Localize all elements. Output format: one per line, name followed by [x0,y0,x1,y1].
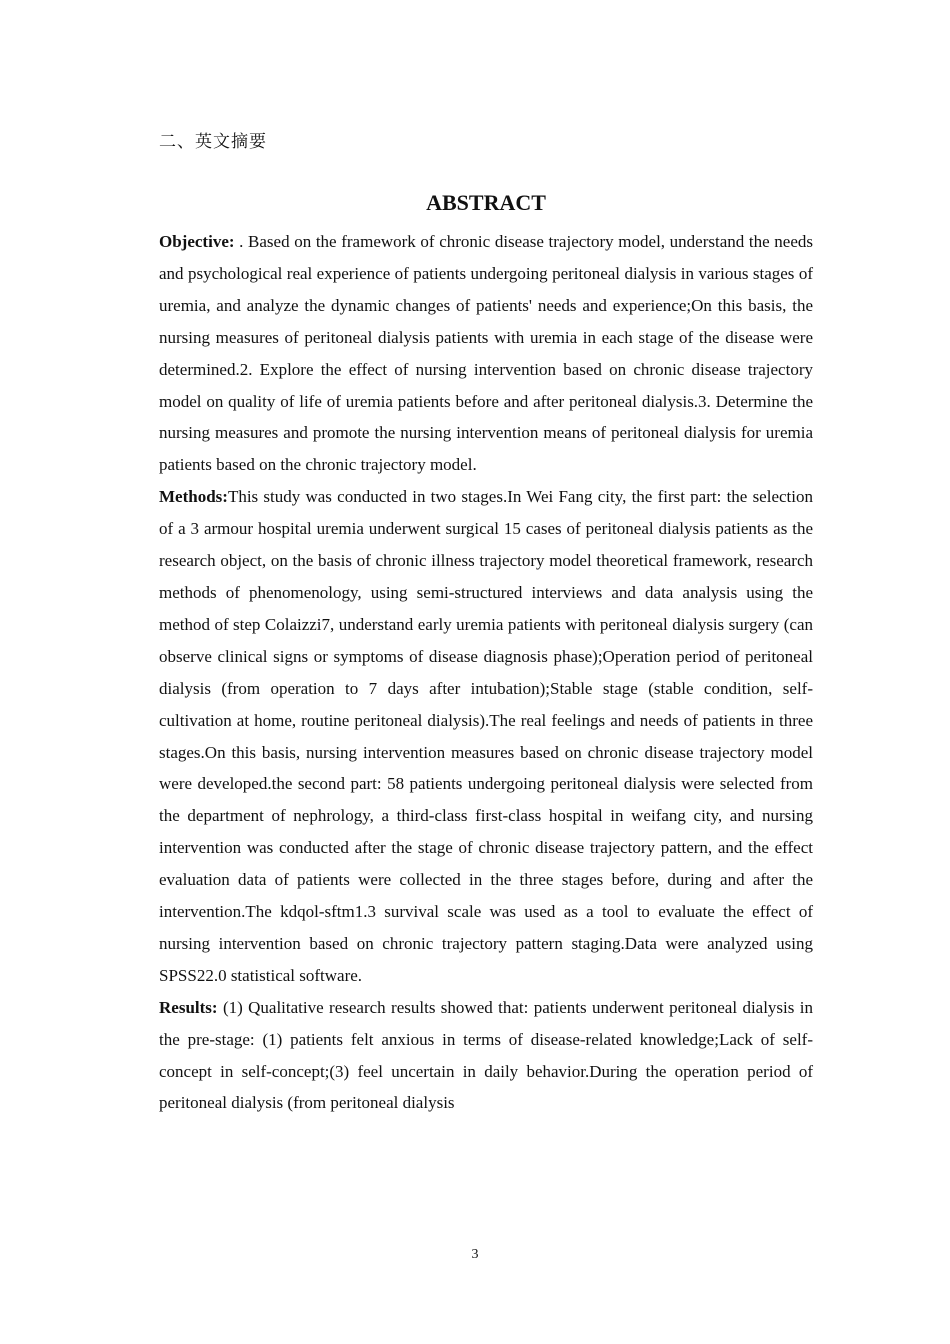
abstract-body [159,226,813,1119]
objective-paragraph [159,226,813,481]
page-number: 3 [471,1247,479,1262]
abstract-title: ABSTRACT [426,190,546,215]
objective-label: Objective: [159,232,235,251]
methods-paragraph [159,481,813,992]
methods-label: Methods: [159,487,228,507]
results-paragraph [159,992,813,1120]
section-heading: 二、英文摘要 [159,132,267,152]
methods-text: This study was conducted in two stages.In Wei Fang city, the first part: the selection of a 3 armour hospital uremia underwent surgical 15 cases of peritoneal dialysis patients as the research object, on the basis of chronic illness trajectory model theoretical framework, research methods of phenomenology, using semi-structured interviews and data analysis using the method of step Colaizzi7, understand early uremia patients with peritoneal dialysis surgery (can observe clinical signs or symptoms of disease diagnosis phase);Operation period of peritoneal dialysis (from operation to 7 days after intubation);Stable stage (stable condition, self-cultivation at home, routine peritoneal dialysis).The real feelings and needs of patients in three stages.On this basis, nursing intervention measures based on chronic disease trajectory model were developed.the second part: 58 patients undergoing peritoneal dialysis were selected from the department of nephrology, a third-class first-class hospital in weifang city, and nursing intervention was conducted after the stage of chronic disease trajectory pattern, and the effect evaluation data of patients were collected in the three stages before, during and after the intervention.The kdqol-sftm1.3 survival scale was used as a tool to evaluate the effect of nursing intervention based on chronic trajectory pattern staging.Data were analyzed using SPSS22.0 statistical software. [159,487,813,985]
results-label: Results: [159,997,218,1017]
objective-text: . Based on the framework of chronic disease trajectory model, understand the needs and psychological real experience of patients undergoing peritoneal dialysis in various stages of uremia, and analyze the dynamic changes of patients' needs and experience;On this basis, the nursing measures of peritoneal dialysis patients with uremia in each stage of the disease were determined.2. Explore the effect of nursing intervention based on chronic disease trajectory model on quality of life of uremia patients before and after peritoneal dialysis.3. Determine the nursing measures and promote the nursing intervention means of peritoneal dialysis for uremia patients based on the chronic trajectory model. [159,232,813,475]
results-text: (1) Qualitative research results showed that: patients underwent peritoneal dialysis in the pre-stage: (1) patients felt anxious in terms of disease-related knowledge;Lack of self-concept in self-concept;(3) feel uncertain in daily behavior.During the operation period of peritoneal dialysis (from peritoneal dialysis [159,997,813,1113]
